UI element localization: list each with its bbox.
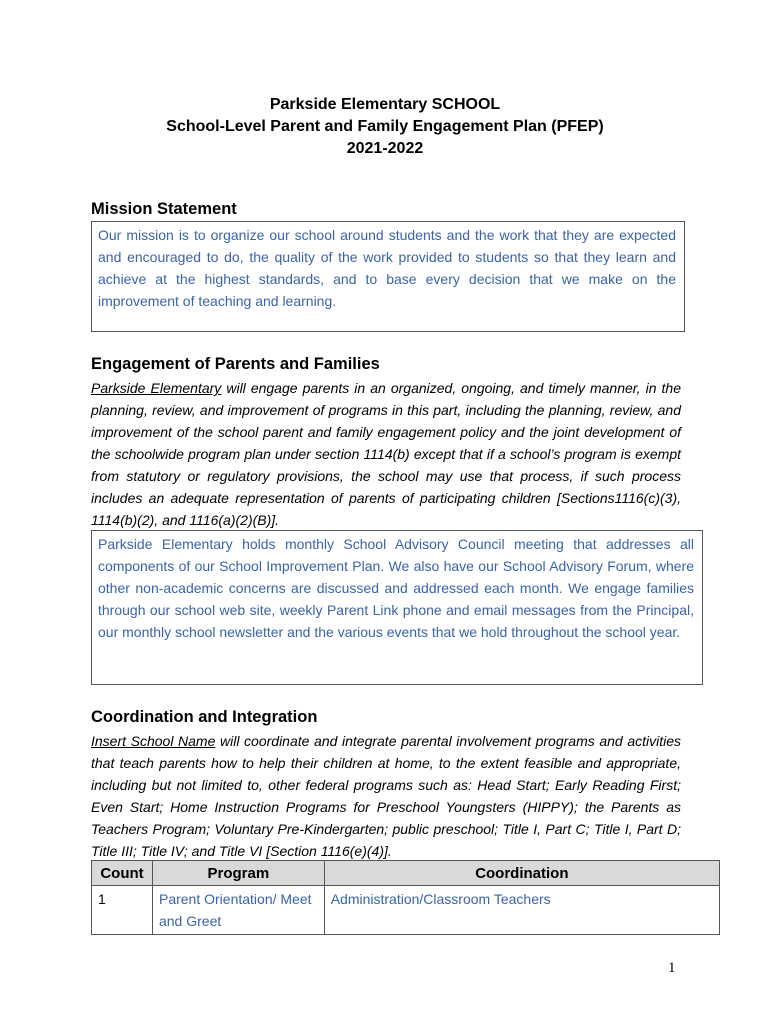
mission-heading: Mission Statement [91, 200, 237, 218]
engagement-instructions [91, 377, 681, 531]
engagement-school-name: Parkside Elementary [91, 380, 222, 396]
plan-title: School-Level Parent and Family Engagement Plan (PFEP) [166, 118, 604, 135]
coordination-table [91, 860, 720, 935]
engagement-instruction-text: will engage parents in an organized, ongoing, and timely manner, in the planning, review, and improvement of programs in this part, including the planning, review, and improvement of the school parent and family engagement policy and the joint development of the schoolwide program plan under section 1114(b) except that if a school’s program is exempt from statutory or regulatory provisions, the school may use that process, if such process includes an adequate representation of parents of participating children [Sections1116(c)(3), 1114(b)(2), and 1116(a)(2)(B)]. [91, 380, 681, 528]
coordination-instruction-text: will coordinate and integrate parental involvement programs and activities that teach parents how to help their children at home, to the extent feasible and appropriate, including but not limited to, other federal programs such as: Head Start; Early Reading First; Even Start; Home Instruction Programs for Preschool Youngsters (HIPPY); the Parents as Teachers Program; Voluntary Pre-Kindergarten; public preschool; Title I, Part C; Title I, Part D; Title III; Title IV; and Title VI [Section 1116(e)(4)]. [91, 733, 681, 859]
engagement-response-box[interactable]: Parkside Elementary holds monthly School Advisory Council meeting that addresses all components of our School Improvement Plan. We also have our School Advisory Forum, where other non-academic concerns are discussed and addressed each month. We engage families through our school web site, weekly Parent Link phone and email messages from the Principal, our monthly school newsletter and the various events that we hold throughout the school year. [91, 530, 703, 685]
coordination-heading: Coordination and Integration [91, 708, 318, 726]
school-name-title: Parkside Elementary SCHOOL [269, 96, 501, 113]
school-year: 2021-2022 [346, 140, 424, 157]
count-cell[interactable]: 1 [92, 886, 153, 935]
count-column-header: Count [92, 861, 153, 886]
coordination-cell[interactable]: Administration/Classroom Teachers [324, 886, 719, 935]
coordination-school-placeholder: Insert School Name [91, 733, 216, 749]
mission-text-box[interactable]: Our mission is to organize our school around students and the work that they are expected and encouraged to do, the quality of the work provided to students so that they learn and achieve at the highest standards, and to base every decision that we make on the improvement of teaching and learning. [91, 221, 685, 332]
coordination-instructions [91, 730, 681, 862]
table-header-row [92, 861, 720, 886]
program-column-header: Program [152, 861, 324, 886]
document-header [0, 94, 770, 160]
page-number: 1 [668, 960, 676, 976]
engagement-heading: Engagement of Parents and Families [91, 355, 380, 373]
program-cell[interactable]: Parent Orientation/ Meet and Greet [152, 886, 324, 935]
coordination-column-header: Coordination [324, 861, 719, 886]
table-row [92, 886, 720, 935]
